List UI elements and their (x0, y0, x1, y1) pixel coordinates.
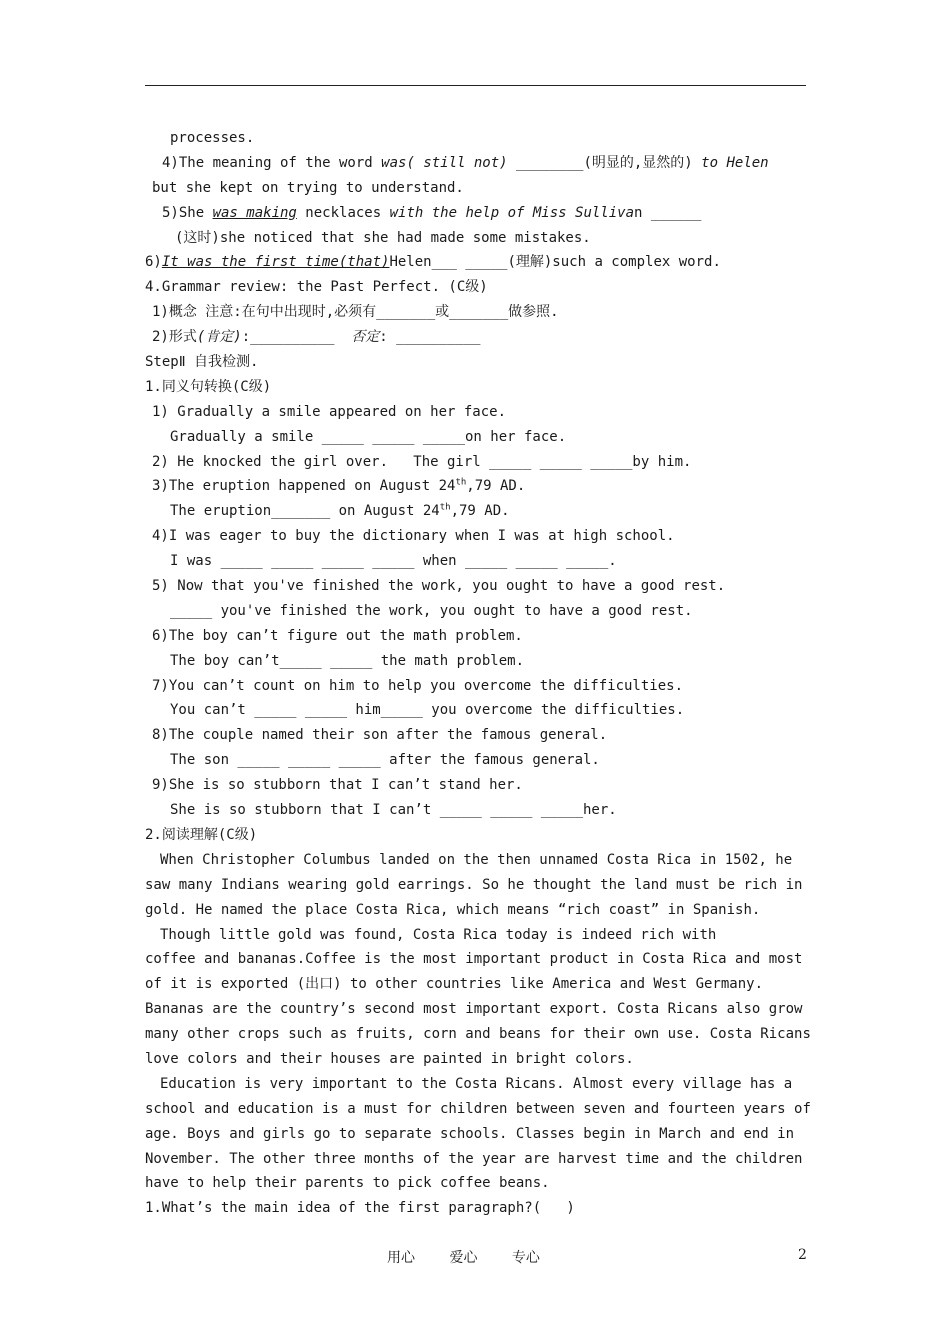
text-line: but she kept on trying to understand. (152, 179, 464, 196)
superscript: th (455, 477, 467, 488)
text-line: processes. (170, 130, 255, 146)
text-run: ,79 AD. (450, 503, 510, 520)
italic-run: with the help of Miss Sulliva (389, 204, 635, 221)
italic-run: to Helen (701, 154, 769, 171)
italic-run: 否定 (351, 329, 380, 346)
passage-line: have to help their parents to pick coffee beans. (145, 1175, 550, 1192)
exercise-line: 9)She is so stubborn that I can’t stand her. (152, 777, 523, 794)
passage-line: gold. He named the place Costa Rica, which means “rich coast” in Spanish. (145, 901, 761, 918)
exercise-line: 8)The couple named their son after the famous general. (152, 727, 608, 744)
text-line (145, 250, 825, 275)
text-run: 2)形式 (152, 329, 197, 346)
header-rule (145, 85, 806, 86)
page-number: 2 (798, 1247, 807, 1263)
text-run: ,79 AD. (466, 478, 526, 495)
text-run: 6) (145, 254, 162, 271)
section-heading: 2.阅读理解(C级) (145, 826, 258, 843)
passage-line: When Christopher Columbus landed on the then unnamed Costa Rica in 1502, he (160, 851, 793, 868)
text-line (145, 151, 825, 176)
text-line: 1)概念 注意:在句中出现时,必须有_______或_______做参照. (152, 304, 559, 321)
question-line: 1.What’s the main idea of the first paragraph?( ) (145, 1200, 575, 1217)
italic-underlined-run: was making (212, 204, 297, 221)
passage-line: love colors and their houses are painted in bright colors. (145, 1050, 634, 1067)
passage-line: Though little gold was found, Costa Rica today is indeed rich with (160, 926, 717, 943)
passage-line: school and education is a must for children between seven and fourteen years of (145, 1100, 811, 1117)
exercise-line: _____ you've finished the work, you ought to have a good rest. (170, 602, 693, 619)
exercise-line: 1) Gradually a smile appeared on her face. (152, 403, 507, 420)
italic-underlined-run: It was the first time(that) (161, 254, 390, 271)
text-run: The eruption_______ on August 24 (170, 503, 440, 520)
italic-run: was( still not) (381, 154, 508, 171)
passage-line: age. Boys and girls go to separate schools. Classes begin in March and end in (145, 1125, 795, 1142)
section-heading: StepⅡ 自我检测. (145, 354, 259, 371)
document-body (145, 126, 825, 1221)
exercise-line: She is so stubborn that I can’t _____ _____ _____her. (170, 802, 617, 819)
italic-run: (肯定) (196, 329, 242, 346)
exercise-line: I was _____ _____ _____ _____ when _____ _____ _____. (170, 553, 617, 570)
section-heading: 4.Grammar review: the Past Perfect. (C级) (145, 279, 488, 296)
superscript: th (439, 502, 451, 513)
section-heading: 1.同义句转换(C级) (145, 378, 272, 395)
exercise-line: You can’t _____ _____ him_____ you overcome the difficulties. (170, 702, 685, 719)
text-line: (这时)she noticed that she had made some mistakes. (175, 229, 591, 246)
text-run: necklaces (296, 204, 390, 221)
text-run: n ______ (634, 204, 702, 221)
page-footer (0, 1247, 950, 1267)
exercise-line: The son _____ _____ _____ after the famous general. (170, 752, 600, 769)
passage-line: many other crops such as fruits, corn and beans for their own use. Costa Ricans (145, 1026, 811, 1043)
passage-line: November. The other three months of the year are harvest time and the children (145, 1150, 803, 1167)
text-run: 5)She (162, 204, 213, 221)
passage-line: coffee and bananas.Coffee is the most important product in Costa Rica and most (145, 951, 803, 968)
passage-line: Bananas are the country’s second most important export. Costa Ricans also grow (145, 1001, 803, 1018)
footer-motto: 用心 爱心 专心 (387, 1250, 540, 1266)
text-run: :__________ (241, 329, 352, 346)
text-run: 3)The eruption happened on August 24 (152, 478, 456, 495)
exercise-line: Gradually a smile _____ _____ _____on her face. (170, 428, 567, 445)
passage-line: Education is very important to the Costa Ricans. Almost every village has a (160, 1075, 793, 1092)
text-line (145, 201, 825, 226)
exercise-line: 7)You can’t count on him to help you overcome the difficulties. (152, 677, 684, 694)
exercise-line (145, 474, 825, 499)
text-line (145, 325, 825, 350)
text-run: 4)The meaning of the word (162, 154, 382, 171)
exercise-line: 4)I was eager to buy the dictionary when I was at high school. (152, 528, 675, 545)
exercise-line: 2) He knocked the girl over. The girl _____ _____ _____by him. (152, 453, 692, 470)
exercise-line: 6)The boy can’t figure out the math problem. (152, 627, 523, 644)
exercise-line: The boy can’t_____ _____ the math problem. (170, 652, 525, 669)
exercise-line: 5) Now that you've finished the work, you ought to have a good rest. (152, 578, 726, 595)
passage-line: saw many Indians wearing gold earrings. So he thought the land must be rich in (145, 876, 803, 893)
text-run: Helen___ _____(理解)such a complex word. (389, 254, 721, 271)
text-run: ________(明显的,显然的) (507, 154, 702, 171)
text-run: : __________ (379, 329, 481, 346)
passage-line: of it is exported (出口) to other countries like America and West Germany. (145, 976, 764, 993)
exercise-line (145, 499, 825, 524)
